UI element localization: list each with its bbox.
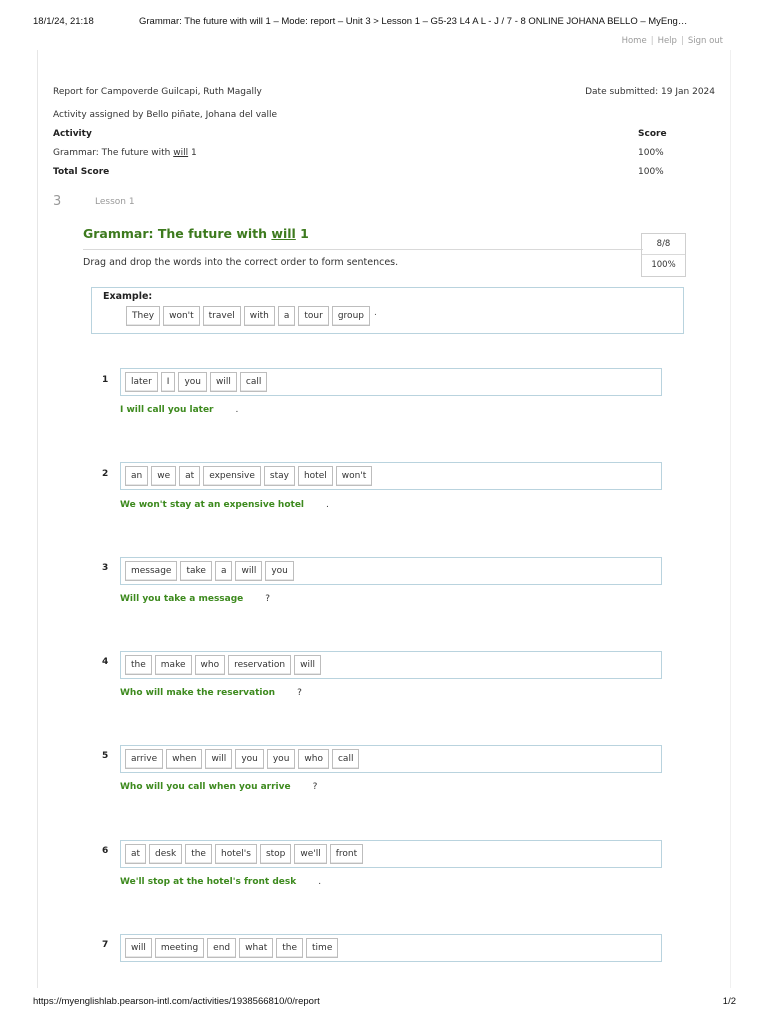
word-tile[interactable]: hotel's bbox=[215, 844, 257, 864]
answer-punctuation: . bbox=[318, 877, 322, 887]
word-tile[interactable]: end bbox=[207, 938, 236, 958]
print-page-title: Grammar: The future with will 1 – Mode: report – Unit 3 > Lesson 1 – G5-23 L4 A L - J / 7 - 8 ONLINE JOHANA BELLO – MyEng… bbox=[139, 16, 688, 27]
word-tile[interactable]: stop bbox=[260, 844, 291, 864]
link-separator: | bbox=[680, 36, 684, 46]
answer-punctuation: ? bbox=[297, 688, 302, 698]
example-word-tile: They bbox=[126, 306, 160, 326]
activity-score-box bbox=[641, 233, 686, 277]
word-tile[interactable]: desk bbox=[149, 844, 182, 864]
example-word-tile: tour bbox=[298, 306, 328, 326]
word-tile[interactable]: at bbox=[179, 466, 200, 486]
word-tile[interactable]: the bbox=[276, 938, 303, 958]
total-score-label: Total Score bbox=[53, 167, 110, 177]
example-word-tile: a bbox=[278, 306, 296, 326]
answer-text: Who will you call when you arrive bbox=[120, 782, 291, 792]
drop-zone[interactable] bbox=[120, 840, 662, 868]
total-score-value: 100% bbox=[638, 167, 664, 177]
answer-punctuation: ? bbox=[265, 594, 271, 604]
word-tile[interactable]: you bbox=[267, 749, 296, 769]
example-label: Example: bbox=[103, 291, 153, 302]
word-tile[interactable]: when bbox=[166, 749, 202, 769]
word-tile[interactable]: what bbox=[239, 938, 273, 958]
question-number: 1 bbox=[102, 375, 109, 385]
word-tile[interactable]: the bbox=[185, 844, 212, 864]
date-submitted: Date submitted: 19 Jan 2024 bbox=[585, 87, 715, 97]
word-tile[interactable]: call bbox=[240, 372, 267, 392]
drop-zone[interactable] bbox=[120, 934, 662, 962]
word-row bbox=[125, 844, 363, 864]
word-tile[interactable]: arrive bbox=[125, 749, 163, 769]
word-tile[interactable]: who bbox=[298, 749, 329, 769]
lesson-number: 3 bbox=[53, 194, 62, 209]
drop-zone[interactable] bbox=[120, 462, 662, 490]
activity-title bbox=[83, 226, 309, 241]
word-row bbox=[125, 561, 294, 581]
drop-zone[interactable] bbox=[120, 651, 662, 679]
word-tile[interactable]: will bbox=[210, 372, 237, 392]
drop-zone[interactable] bbox=[120, 557, 662, 585]
word-row bbox=[125, 938, 338, 958]
print-footer-page-number: 1/2 bbox=[722, 996, 736, 1007]
help-link[interactable]: Help bbox=[657, 36, 677, 46]
word-tile[interactable]: the bbox=[125, 655, 152, 675]
answer-punctuation: . bbox=[326, 500, 329, 510]
word-tile[interactable]: you bbox=[178, 372, 207, 392]
correct-answer bbox=[120, 500, 329, 510]
question-number: 6 bbox=[102, 846, 109, 856]
word-row bbox=[125, 749, 359, 769]
lesson-label: Lesson 1 bbox=[95, 197, 135, 207]
activity-name bbox=[53, 148, 197, 158]
drop-zone[interactable] bbox=[120, 368, 662, 396]
word-tile[interactable]: you bbox=[265, 561, 294, 581]
print-datetime: 18/1/24, 21:18 bbox=[33, 16, 94, 27]
top-links bbox=[622, 36, 723, 46]
answer-text: Who will make the reservation bbox=[120, 688, 276, 698]
word-tile[interactable]: will bbox=[205, 749, 232, 769]
word-tile[interactable]: will bbox=[125, 938, 152, 958]
word-row bbox=[125, 466, 372, 486]
drop-zone[interactable] bbox=[120, 745, 662, 773]
question-number: 7 bbox=[102, 940, 109, 950]
question-number: 2 bbox=[102, 469, 109, 479]
word-tile[interactable]: hotel bbox=[298, 466, 333, 486]
example-word-tile: travel bbox=[203, 306, 241, 326]
activity-name-keyword: will bbox=[173, 148, 189, 158]
example-word-tile: with bbox=[244, 306, 275, 326]
correct-answer bbox=[120, 688, 302, 698]
score-column-header: Score bbox=[638, 129, 667, 139]
score-percent: 100% bbox=[651, 260, 676, 270]
word-tile[interactable]: take bbox=[180, 561, 211, 581]
content-right-border bbox=[730, 50, 731, 988]
word-tile[interactable]: will bbox=[235, 561, 262, 581]
word-tile[interactable]: at bbox=[125, 844, 146, 864]
word-tile[interactable]: you bbox=[235, 749, 264, 769]
word-tile[interactable]: we bbox=[151, 466, 176, 486]
correct-answer bbox=[120, 405, 238, 415]
correct-answer bbox=[120, 782, 317, 792]
word-tile[interactable]: I bbox=[161, 372, 176, 392]
answer-text: I will call you later bbox=[120, 405, 214, 415]
activity-title-keyword: will bbox=[271, 226, 296, 241]
answer-text: Will you take a message bbox=[120, 594, 244, 604]
word-tile[interactable]: later bbox=[125, 372, 158, 392]
word-tile[interactable]: time bbox=[306, 938, 338, 958]
activity-title-pre: Grammar: The future with bbox=[83, 226, 272, 241]
example-word-tile: group bbox=[332, 306, 370, 326]
report-for: Report for Campoverde Guilcapi, Ruth Magally bbox=[53, 87, 262, 97]
instructions: Drag and drop the words into the correct order to form sentences. bbox=[83, 257, 399, 268]
word-row bbox=[125, 655, 321, 675]
answer-punctuation: ? bbox=[312, 782, 318, 792]
word-tile[interactable]: reservation bbox=[228, 655, 291, 675]
activity-title-post: 1 bbox=[295, 226, 309, 241]
activity-score: 100% bbox=[638, 148, 664, 158]
word-tile[interactable]: an bbox=[125, 466, 148, 486]
activity-column-header: Activity bbox=[53, 129, 92, 139]
word-tile[interactable]: meeting bbox=[155, 938, 204, 958]
word-tile[interactable]: make bbox=[155, 655, 192, 675]
link-separator: | bbox=[650, 36, 654, 46]
example-end-punctuation: . bbox=[374, 308, 377, 318]
activity-name-pre: Grammar: The future with bbox=[53, 148, 174, 158]
word-tile[interactable]: a bbox=[215, 561, 233, 581]
word-tile[interactable]: will bbox=[294, 655, 321, 675]
word-tile[interactable]: we'll bbox=[294, 844, 326, 864]
sign-out-link[interactable]: Sign out bbox=[687, 36, 723, 46]
word-row bbox=[125, 372, 267, 392]
activity-name-post: 1 bbox=[188, 148, 197, 158]
word-tile[interactable]: call bbox=[332, 749, 359, 769]
example-word-row bbox=[126, 306, 370, 326]
print-footer-url: https://myenglishlab.pearson-intl.com/activities/1938566810/0/report bbox=[33, 996, 320, 1007]
score-fraction: 8/8 bbox=[642, 234, 685, 255]
home-link[interactable]: Home bbox=[621, 36, 647, 46]
word-tile[interactable]: who bbox=[195, 655, 226, 675]
correct-answer bbox=[120, 594, 270, 604]
content-left-border bbox=[37, 50, 38, 988]
example-word-tile: won't bbox=[163, 306, 200, 326]
word-tile[interactable]: stay bbox=[264, 466, 295, 486]
question-number: 5 bbox=[102, 751, 109, 761]
answer-punctuation: . bbox=[235, 405, 239, 415]
print-header bbox=[33, 16, 742, 30]
assigned-by: Activity assigned by Bello piñate, Johana del valle bbox=[53, 110, 278, 120]
word-tile[interactable]: expensive bbox=[203, 466, 261, 486]
answer-text: We won't stay at an expensive hotel bbox=[120, 500, 305, 510]
question-number: 4 bbox=[102, 657, 109, 667]
word-tile[interactable]: won't bbox=[336, 466, 373, 486]
title-divider bbox=[83, 249, 643, 250]
word-tile[interactable]: message bbox=[125, 561, 177, 581]
question-number: 3 bbox=[102, 563, 109, 573]
example-box bbox=[91, 287, 684, 334]
correct-answer bbox=[120, 877, 321, 887]
answer-text: We'll stop at the hotel's front desk bbox=[120, 877, 297, 887]
word-tile[interactable]: front bbox=[330, 844, 363, 864]
